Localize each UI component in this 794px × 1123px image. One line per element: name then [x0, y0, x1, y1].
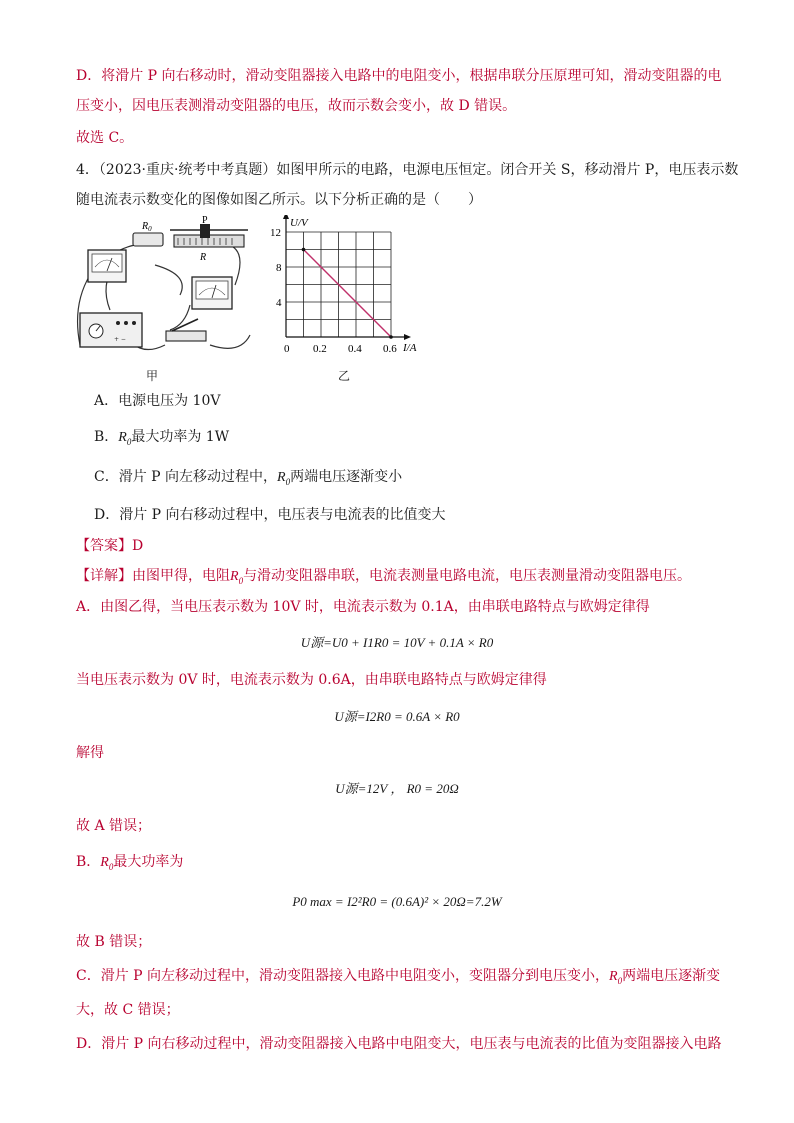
text-line-3: 故选 C。 — [76, 130, 134, 146]
equation-2: U源=I2R0 = 0.6A × R0 — [334, 709, 460, 724]
c-analysis-r0: $R_0$ — [609, 969, 623, 986]
x-tick-label: 0.4 — [348, 343, 362, 355]
rheostat — [170, 215, 248, 263]
x-tick-label: 0 — [284, 343, 290, 355]
y-tick-label: 8 — [276, 262, 282, 274]
b-power-r0: $R_0$ — [100, 855, 114, 872]
detail-tag: 【详解】 — [76, 568, 132, 584]
detail-line: 【详解】由图甲得，电阻$R_0$与滑动变阻器串联，电流表测量电路电流，电压表测量滑动变阻器电压。 — [76, 568, 692, 586]
chart-series — [302, 248, 393, 339]
series-line — [304, 250, 392, 338]
option-d: D．滑片 P 向右移动过程中，电压表与电流表的比值变大 — [94, 507, 446, 523]
figure-label-jia: 甲 — [146, 369, 159, 383]
ui-chart — [270, 215, 430, 365]
equation-3: U源=12V ， R0 = 20Ω — [335, 781, 459, 796]
y-tick-label: 12 — [270, 227, 281, 239]
chart-axes — [283, 215, 411, 340]
question-line-2: 随电流表示数变化的图像如图乙所示。以下分析正确的是（ ） — [76, 192, 482, 208]
circuit-figure — [70, 215, 275, 360]
solve-label: 解得 — [76, 745, 104, 761]
voltmeter — [88, 250, 126, 282]
data-point — [302, 248, 306, 252]
b-analysis-line: 当电压表示数为 0V 时，电流表示数为 0.6A，由串联电路特点与欧姆定律得 — [76, 672, 547, 688]
y-tick-label: 4 — [276, 297, 282, 309]
option-c-text: 两端电压逐渐变小 — [290, 469, 403, 485]
rheostat-label: R — [200, 252, 207, 263]
option-c-prefix: C．滑片 P 向左移动过程中， — [94, 469, 278, 485]
ammeter — [192, 277, 232, 309]
option-b — [94, 426, 229, 447]
answer-line: 【答案】D — [76, 538, 144, 554]
a-wrong-line: 故 A 错误； — [76, 818, 152, 834]
y-axis-label: U/V — [290, 217, 308, 229]
option-c-r0: $R_0$ — [277, 470, 291, 487]
switch — [166, 319, 206, 341]
c-analysis-line-1: C．滑片 P 向左移动过程中，滑动变阻器接入电路中电阻变小，变阻器分到电压变小，$R_0$两端电压逐渐变 — [76, 968, 721, 986]
figure-label-yi: 乙 — [338, 369, 351, 383]
b-wrong-line: 故 B 错误； — [76, 934, 152, 950]
svg-text:+ −: + − — [114, 336, 126, 343]
option-b-prefix: B． — [94, 429, 119, 445]
question-line-1: 4．（2023·重庆·统考中考真题）如图甲所示的电路，电源电压恒定。闭合开关 S，移动滑片 P，电压表示数 — [76, 162, 739, 178]
detail-r0: $R_0$ — [230, 569, 244, 586]
x-axis-label: I/A — [403, 342, 417, 354]
equation-1: U源=U0 + I1R0 = 10V + 0.1A × R0 — [300, 635, 494, 650]
option-a: A．电源电压为 10V — [94, 393, 221, 409]
b-power-line: B．$R_0$最大功率为 — [76, 854, 184, 872]
option-b-text: 最大功率为 1W — [131, 429, 230, 445]
text-line-2: 压变小，因电压表测滑动变阻器的电压，故而示数会变小，故 D 错误。 — [76, 98, 517, 114]
d-analysis-line: D．滑片 P 向右移动过程中，滑动变阻器接入电路中电阻变大，电压表与电流表的比值为变阻器接入电路 — [76, 1036, 722, 1052]
power-supply — [80, 313, 142, 347]
r0-resistor — [133, 221, 163, 246]
chart-ticks — [270, 227, 397, 355]
c-analysis-line-2: 大，故 C 错误； — [76, 1002, 180, 1018]
equation-4: P0 max = I2²R0 = (0.6A)² × 20Ω=7.2W — [292, 894, 502, 909]
slider-label: P — [202, 215, 208, 226]
text-line-1: D．将滑片 P 向右移动时，滑动变阻器接入电路中的电阻变小，根据串联分压原理可知，滑动变阻器的电 — [76, 68, 722, 84]
x-tick-label: 0.2 — [313, 343, 327, 355]
option-b-r0: $R_0$ — [118, 430, 132, 447]
option-c — [94, 466, 402, 487]
y-axis-arrow — [283, 215, 289, 219]
a-analysis-line: A．由图乙得，当电压表示数为 10V 时，电流表示数为 0.1A，由串联电路特点与欧姆定律得 — [76, 599, 650, 615]
r0-label: $R_0$ — [142, 221, 152, 233]
x-tick-label: 0.6 — [383, 343, 397, 355]
data-point — [389, 335, 393, 339]
x-axis-arrow — [404, 334, 411, 340]
